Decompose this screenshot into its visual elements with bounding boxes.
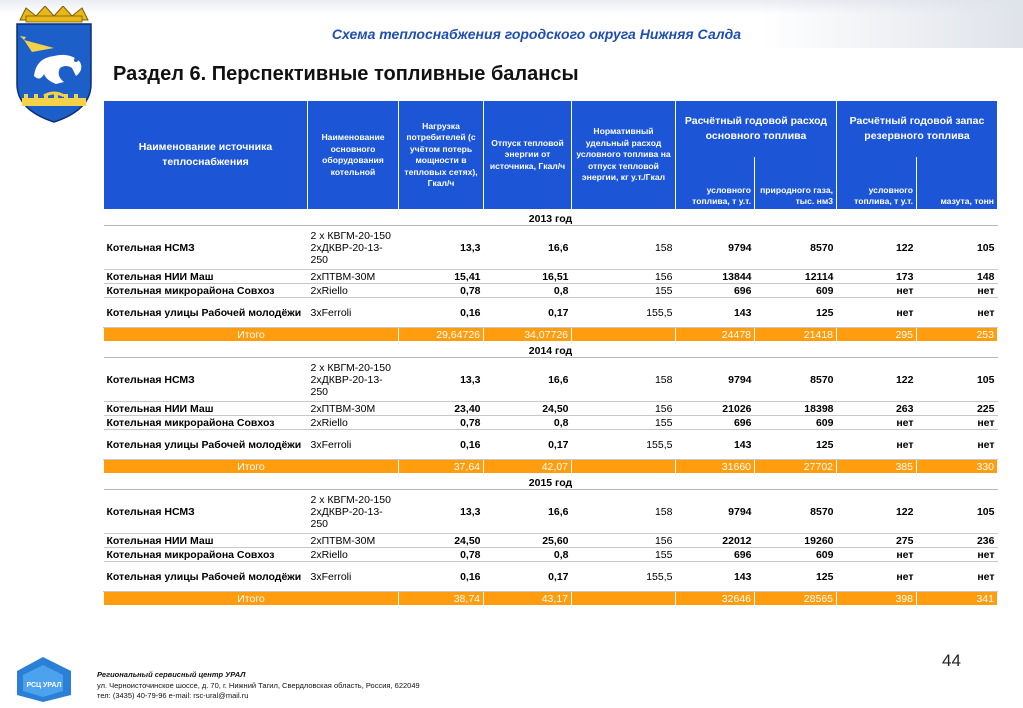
table-row — [104, 548, 998, 562]
total-mazut: 330 — [917, 460, 998, 474]
header-reserve-fuel: Расчётный годовой запас резервного топлива — [837, 101, 998, 157]
cell-gas: 125 — [755, 562, 837, 592]
equipment-cell: 2хПТВМ-30М — [308, 402, 399, 416]
cell-gas: 609 — [755, 284, 837, 298]
equipment-cell: 2хПТВМ-30М — [308, 534, 399, 548]
total-output: 34,07726 — [484, 328, 572, 342]
cell-load: 0,16 — [399, 298, 484, 328]
cell-res-cond: 173 — [837, 270, 917, 284]
source-name: Котельная НСМЗ — [104, 490, 308, 534]
source-name: Котельная улицы Рабочей молодёжи — [104, 298, 308, 328]
equipment-cell: 2хПТВМ-30М — [308, 270, 399, 284]
total-load: 37,64 — [399, 460, 484, 474]
cell-mazut: 105 — [917, 226, 998, 270]
cell-norm: 156 — [572, 270, 676, 284]
cell-gas: 8570 — [755, 490, 837, 534]
cell-cond: 696 — [676, 548, 755, 562]
source-name: Котельная НСМЗ — [104, 226, 308, 270]
cell-res-cond: нет — [837, 284, 917, 298]
header-load: Нагрузка потребителей (с учётом потерь мощности в тепловых сетях), Гкал/ч — [399, 101, 484, 209]
table-row — [104, 226, 998, 270]
table-row — [104, 430, 998, 460]
total-norm — [572, 328, 676, 342]
cell-load: 15,41 — [399, 270, 484, 284]
cell-res-cond: нет — [837, 430, 917, 460]
year-label: 2013 год — [104, 209, 998, 226]
total-label: Итого — [104, 592, 399, 606]
total-mazut: 253 — [917, 328, 998, 342]
cell-norm: 155 — [572, 416, 676, 430]
total-gas: 28565 — [755, 592, 837, 606]
equipment-cell: 2 х КВГМ-20-150 2хДКВР-20-13-250 — [308, 358, 399, 402]
cell-cond: 13844 — [676, 270, 755, 284]
cell-mazut: нет — [917, 298, 998, 328]
total-load: 38,74 — [399, 592, 484, 606]
source-name: Котельная микрорайона Совхоз — [104, 548, 308, 562]
cell-norm: 158 — [572, 226, 676, 270]
cell-gas: 8570 — [755, 358, 837, 402]
header-main-fuel: Расчётный годовой расход основного топлива — [676, 101, 837, 157]
total-row — [104, 592, 998, 606]
cell-mazut: 105 — [917, 490, 998, 534]
cell-mazut: 225 — [917, 402, 998, 416]
source-name: Котельная микрорайона Совхоз — [104, 416, 308, 430]
header-norm: Нормативный удельный расход условного топлива на отпуск тепловой энергии, кг у.т./Гкал — [572, 101, 676, 209]
footer-org: Региональный сервисный центр УРАЛ — [97, 670, 246, 679]
cell-load: 0,16 — [399, 562, 484, 592]
cell-mazut: 148 — [917, 270, 998, 284]
source-name: Котельная улицы Рабочей молодёжи — [104, 430, 308, 460]
year-row — [104, 473, 998, 490]
table-row — [104, 416, 998, 430]
total-label: Итого — [104, 328, 399, 342]
cell-output: 25,60 — [484, 534, 572, 548]
source-name: Котельная НИИ Маш — [104, 534, 308, 548]
cell-output: 0,8 — [484, 284, 572, 298]
cell-norm: 156 — [572, 534, 676, 548]
cell-cond: 9794 — [676, 490, 755, 534]
cell-output: 16,6 — [484, 490, 572, 534]
equipment-cell: 2 х КВГМ-20-150 2хДКВР-20-13-250 — [308, 490, 399, 534]
cell-gas: 12114 — [755, 270, 837, 284]
header-source: Наименование источника теплоснабжения — [104, 101, 308, 209]
cell-mazut: нет — [917, 284, 998, 298]
source-name: Котельная НИИ Маш — [104, 270, 308, 284]
total-res-cond: 295 — [837, 328, 917, 342]
cell-load: 13,3 — [399, 226, 484, 270]
cell-output: 16,6 — [484, 226, 572, 270]
cell-load: 13,3 — [399, 358, 484, 402]
cell-output: 0,17 — [484, 430, 572, 460]
cell-norm: 155,5 — [572, 298, 676, 328]
cell-mazut: 105 — [917, 358, 998, 402]
total-gas: 21418 — [755, 328, 837, 342]
cell-mazut: нет — [917, 562, 998, 592]
cell-gas: 19260 — [755, 534, 837, 548]
cell-res-cond: нет — [837, 298, 917, 328]
header-reserve-conditional: условного топлива, т у.т. — [837, 157, 917, 209]
cell-output: 0,8 — [484, 548, 572, 562]
cell-gas: 125 — [755, 430, 837, 460]
header-output: Отпуск тепловой энергии от источника, Гкал/ч — [484, 101, 572, 209]
equipment-cell: 2хRiello — [308, 284, 399, 298]
total-label: Итого — [104, 460, 399, 474]
cell-norm: 155,5 — [572, 430, 676, 460]
table-row — [104, 284, 998, 298]
table-row — [104, 298, 998, 328]
total-cond: 32646 — [676, 592, 755, 606]
total-cond: 31660 — [676, 460, 755, 474]
cell-gas: 18398 — [755, 402, 837, 416]
equipment-cell: 2хRiello — [308, 548, 399, 562]
year-label: 2014 год — [104, 341, 998, 358]
table-row — [104, 270, 998, 284]
cell-norm: 158 — [572, 490, 676, 534]
cell-cond: 696 — [676, 416, 755, 430]
cell-norm: 155,5 — [572, 562, 676, 592]
cell-cond: 9794 — [676, 226, 755, 270]
cell-load: 23,40 — [399, 402, 484, 416]
total-res-cond: 385 — [837, 460, 917, 474]
cell-res-cond: 122 — [837, 490, 917, 534]
cell-res-cond: 275 — [837, 534, 917, 548]
footer-contacts: тел: (3435) 40-79-96 e-mail: rsc-ural@mail.ru — [97, 691, 249, 700]
cell-output: 16,6 — [484, 358, 572, 402]
cell-output: 0,17 — [484, 298, 572, 328]
total-output: 43,17 — [484, 592, 572, 606]
cell-norm: 155 — [572, 284, 676, 298]
header-main-gas: природного газа, тыс. нм3 — [755, 157, 837, 209]
footer-address: ул. Черноисточинское шоссе, д. 70, г. Нижний Тагил, Свердловская область, Россия, 622049 — [97, 680, 420, 690]
cell-mazut: 236 — [917, 534, 998, 548]
total-output: 42,07 — [484, 460, 572, 474]
cell-res-cond: 263 — [837, 402, 917, 416]
year-row — [104, 209, 998, 226]
cell-res-cond: нет — [837, 562, 917, 592]
cell-load: 0,78 — [399, 284, 484, 298]
cell-res-cond: 122 — [837, 226, 917, 270]
cell-norm: 158 — [572, 358, 676, 402]
total-load: 29,64726 — [399, 328, 484, 342]
cell-output: 16,51 — [484, 270, 572, 284]
year-row — [104, 341, 998, 358]
cell-cond: 9794 — [676, 358, 755, 402]
cell-load: 0,78 — [399, 416, 484, 430]
document-title: Схема теплоснабжения городского округа Нижняя Салда — [331, 26, 742, 42]
cell-cond: 21026 — [676, 402, 755, 416]
total-mazut: 341 — [917, 592, 998, 606]
cell-cond: 143 — [676, 562, 755, 592]
cell-mazut: нет — [917, 416, 998, 430]
cell-gas: 8570 — [755, 226, 837, 270]
equipment-cell: 2 х КВГМ-20-150 2хДКВР-20-13-250 — [308, 226, 399, 270]
cell-res-cond: нет — [837, 416, 917, 430]
cell-norm: 155 — [572, 548, 676, 562]
fuel-balance-table — [103, 101, 997, 605]
total-row — [104, 460, 998, 474]
total-norm — [572, 460, 676, 474]
section-title: Раздел 6. Перспективные топливные балансы — [113, 63, 579, 85]
table-row — [104, 534, 998, 548]
cell-cond: 22012 — [676, 534, 755, 548]
cell-res-cond: 122 — [837, 358, 917, 402]
cell-output: 0,8 — [484, 416, 572, 430]
header-equipment: Наименование основного оборудования котельной — [308, 101, 399, 209]
header-main-conditional: условного топлива, т у.т. — [676, 157, 755, 209]
cell-gas: 609 — [755, 416, 837, 430]
footer — [97, 670, 420, 702]
table-row — [104, 562, 998, 592]
cell-gas: 125 — [755, 298, 837, 328]
equipment-cell: 2хRiello — [308, 416, 399, 430]
cell-load: 0,78 — [399, 548, 484, 562]
source-name: Котельная улицы Рабочей молодёжи — [104, 562, 308, 592]
equipment-cell: 3хFerroli — [308, 298, 399, 328]
rsc-ural-logo-icon — [13, 655, 75, 703]
cell-norm: 156 — [572, 402, 676, 416]
cell-res-cond: нет — [837, 548, 917, 562]
cell-output: 24,50 — [484, 402, 572, 416]
header-reserve-mazut: мазута, тонн — [917, 157, 998, 209]
total-res-cond: 398 — [837, 592, 917, 606]
page-number: 44 — [942, 651, 961, 670]
total-row — [104, 328, 998, 342]
cell-cond: 143 — [676, 298, 755, 328]
source-name: Котельная микрорайона Совхоз — [104, 284, 308, 298]
table-row — [104, 490, 998, 534]
total-cond: 24478 — [676, 328, 755, 342]
cell-mazut: нет — [917, 548, 998, 562]
logo-text: РСЦ УРАЛ — [26, 682, 62, 689]
cell-mazut: нет — [917, 430, 998, 460]
total-gas: 27702 — [755, 460, 837, 474]
cell-load: 24,50 — [399, 534, 484, 548]
cell-load: 13,3 — [399, 490, 484, 534]
cell-output: 0,17 — [484, 562, 572, 592]
total-norm — [572, 592, 676, 606]
table-row — [104, 358, 998, 402]
cell-load: 0,16 — [399, 430, 484, 460]
coat-of-arms-icon — [14, 6, 94, 124]
cell-gas: 609 — [755, 548, 837, 562]
equipment-cell: 3хFerroli — [308, 562, 399, 592]
source-name: Котельная НИИ Маш — [104, 402, 308, 416]
table-row — [104, 402, 998, 416]
cell-cond: 143 — [676, 430, 755, 460]
cell-cond: 696 — [676, 284, 755, 298]
year-label: 2015 год — [104, 473, 998, 490]
source-name: Котельная НСМЗ — [104, 358, 308, 402]
equipment-cell: 3хFerroli — [308, 430, 399, 460]
